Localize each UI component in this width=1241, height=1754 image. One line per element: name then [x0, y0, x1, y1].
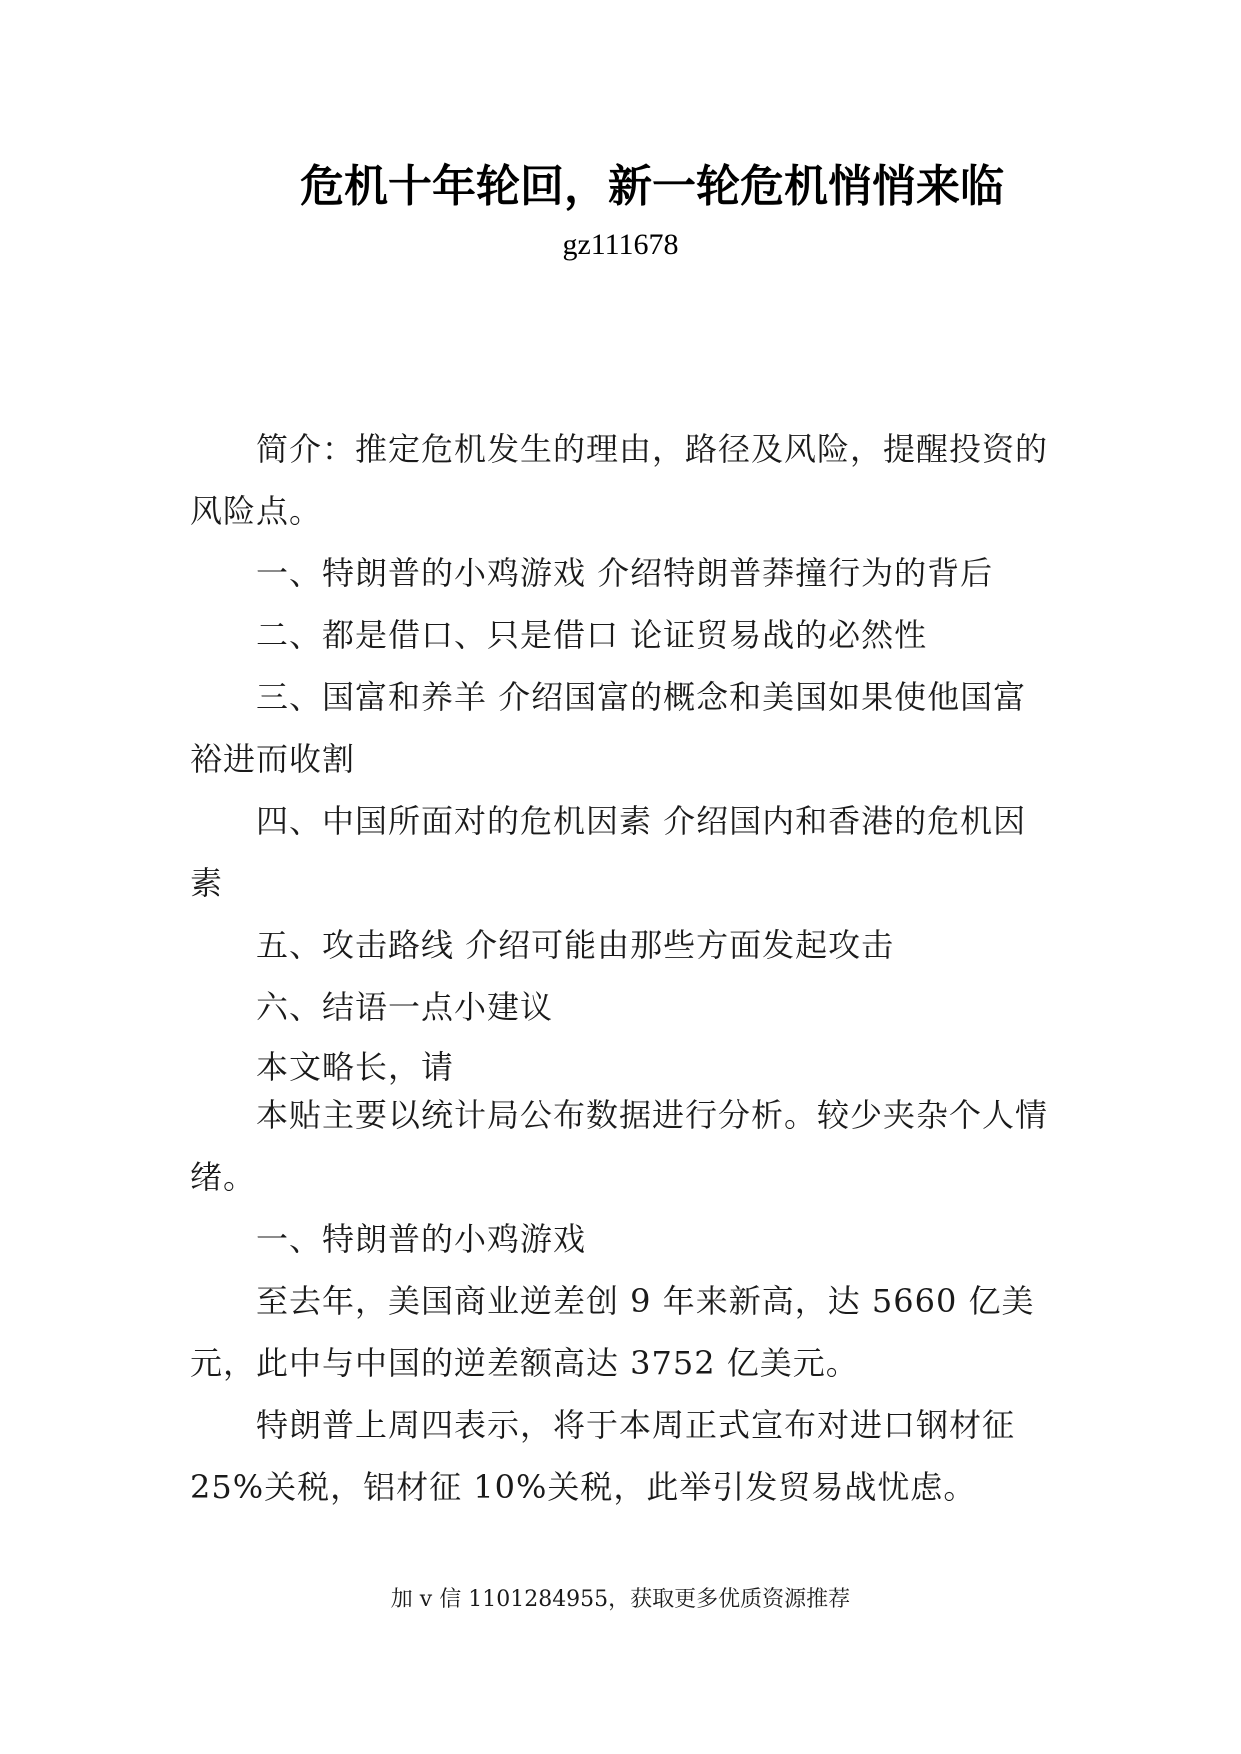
outline-item-4: 四、中国所面对的危机因素 介绍国内和香港的危机因素: [190, 802, 1027, 902]
body-paragraph: 特朗普上周四表示，将于本周正式宣布对进口钢材征 25%关税，铝材征 10%关税，此举引发贸易战忧虑。: [190, 1406, 1016, 1506]
outline-item-2: 二、都是借口、只是借口 论证贸易战的必然性: [256, 616, 928, 654]
note-paragraph: 本文略长，请: [256, 1048, 455, 1086]
outline-item-6: 六、结语一点小建议: [256, 988, 554, 1026]
body-paragraph: 至去年，美国商业逆差创 9 年来新高，达 5660 亿美元，此中与中国的逆差额高达 3752 亿美元。: [190, 1282, 1035, 1382]
document-author: gz111678: [562, 228, 679, 261]
outline-item-3: 三、国富和养羊 介绍国富的概念和美国如果使他国富裕进而收割: [190, 678, 1027, 778]
section-heading: 一、特朗普的小鸡游戏: [256, 1220, 587, 1258]
intro-paragraph: 简介：推定危机发生的理由，路径及风险，提醒投资的风险点。: [190, 430, 1049, 530]
document-body: [190, 418, 1050, 1518]
data-source-paragraph: 本贴主要以统计局公布数据进行分析。较少夹杂个人情绪。: [190, 1096, 1049, 1196]
page-footer: 加 v 信 1101284955，获取更多优质资源推荐: [390, 1587, 851, 1612]
outline-item-5: 五、攻击路线 介绍可能由那些方面发起攻击: [256, 926, 895, 964]
outline-item-1: 一、特朗普的小鸡游戏 介绍特朗普莽撞行为的背后: [256, 554, 994, 592]
document-title: 危机十年轮回，新一轮危机悄悄来临: [300, 161, 1004, 212]
